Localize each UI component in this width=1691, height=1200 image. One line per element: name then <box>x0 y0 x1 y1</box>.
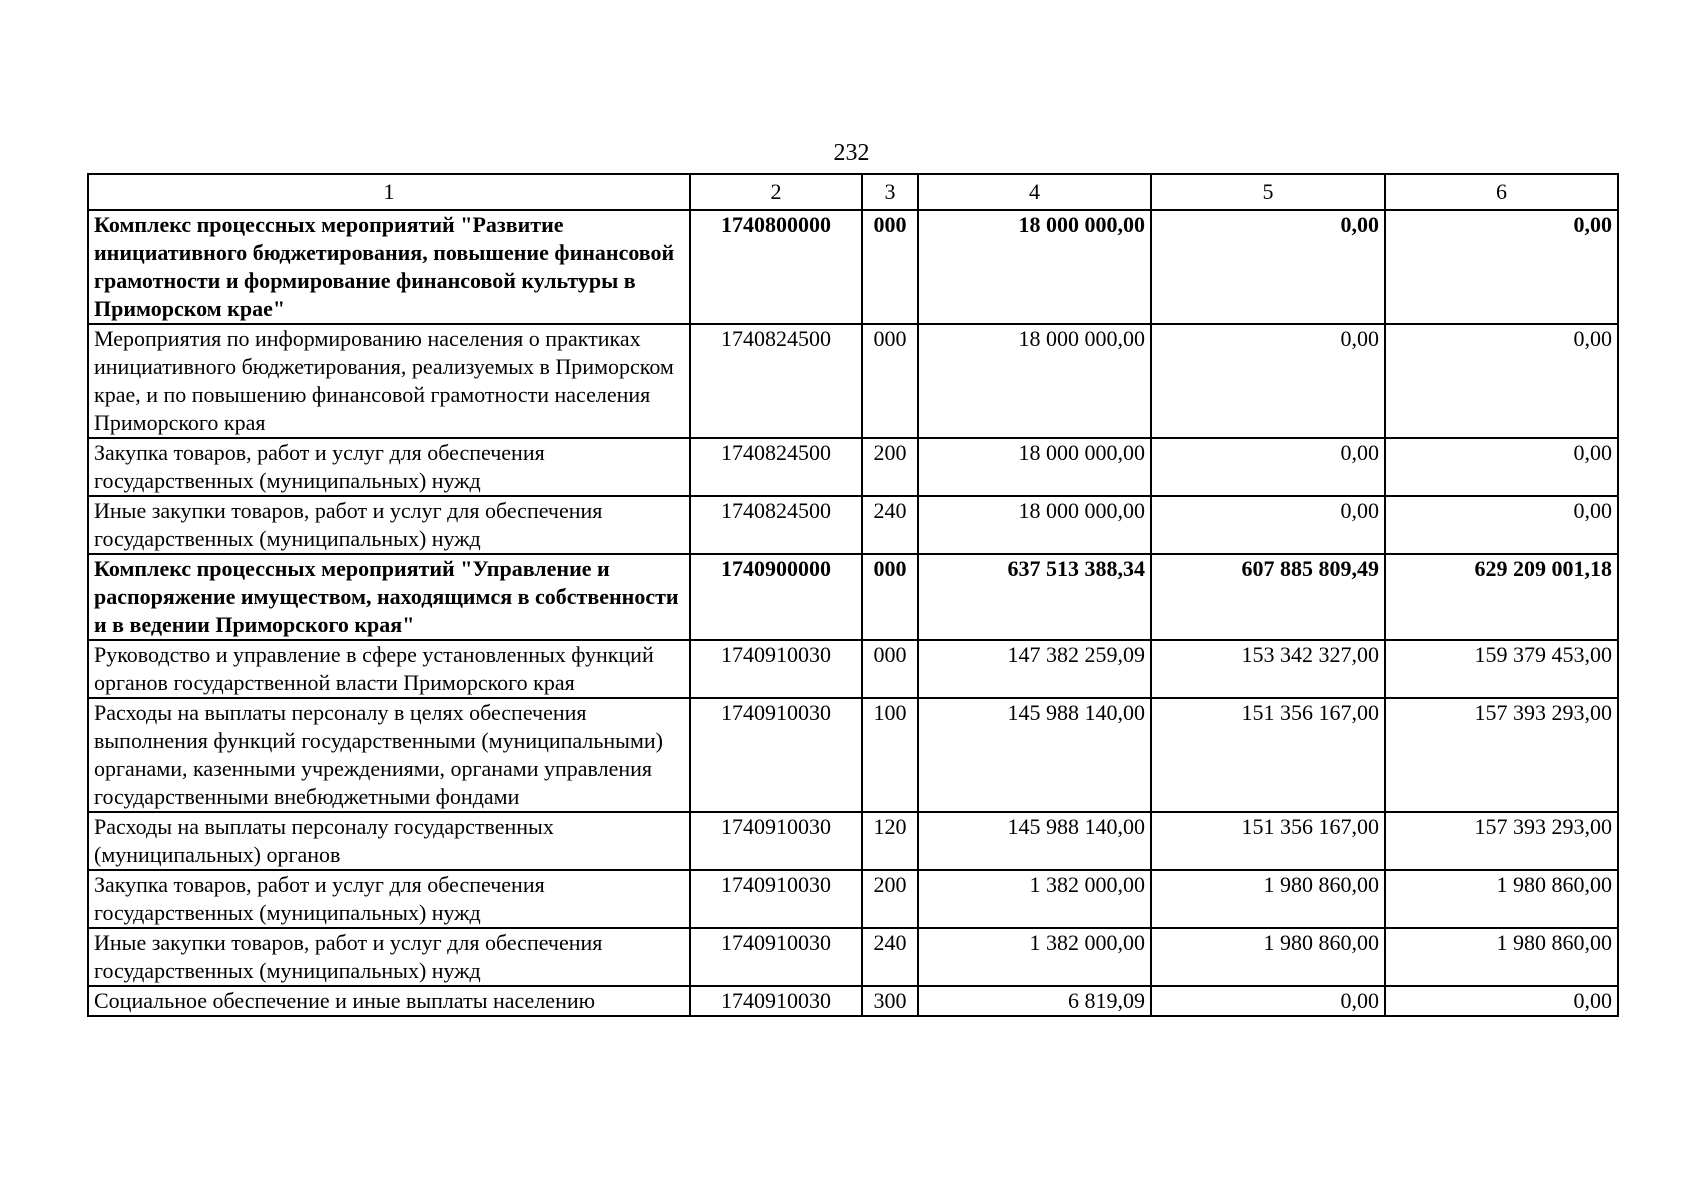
table-row <box>88 438 1618 496</box>
column-header: 3 <box>862 174 918 210</box>
target-article-code: 1740910030 <box>690 698 862 812</box>
target-article-code: 1740800000 <box>690 210 862 324</box>
table-row <box>88 554 1618 640</box>
column-header: 2 <box>690 174 862 210</box>
table-row <box>88 640 1618 698</box>
amount-year-2: 0,00 <box>1151 986 1385 1016</box>
amount-year-3: 0,00 <box>1385 496 1618 554</box>
row-name: Иные закупки товаров, работ и услуг для обеспечения государственных (муниципальных) нужд <box>88 928 690 986</box>
target-article-code: 1740910030 <box>690 986 862 1016</box>
table-row <box>88 698 1618 812</box>
amount-year-1: 145 988 140,00 <box>918 698 1151 812</box>
amount-year-1: 18 000 000,00 <box>918 324 1151 438</box>
target-article-code: 1740900000 <box>690 554 862 640</box>
row-name: Расходы на выплаты персоналу в целях обеспечения выполнения функций государственными (муниципальными) органами, казенными учреждениями, органами управления государственными внебюджетными фондами <box>88 698 690 812</box>
amount-year-3: 1 980 860,00 <box>1385 870 1618 928</box>
amount-year-1: 18 000 000,00 <box>918 496 1151 554</box>
row-name: Комплекс процессных мероприятий "Развитие инициативного бюджетирования, повышение финансовой грамотности и формирование финансовой культуры в Приморском крае" <box>88 210 690 324</box>
row-name: Иные закупки товаров, работ и услуг для обеспечения государственных (муниципальных) нужд <box>88 496 690 554</box>
amount-year-1: 145 988 140,00 <box>918 812 1151 870</box>
amount-year-3: 157 393 293,00 <box>1385 698 1618 812</box>
table-row <box>88 812 1618 870</box>
amount-year-2: 607 885 809,49 <box>1151 554 1385 640</box>
table-row <box>88 986 1618 1016</box>
row-name: Закупка товаров, работ и услуг для обеспечения государственных (муниципальных) нужд <box>88 438 690 496</box>
column-header: 5 <box>1151 174 1385 210</box>
amount-year-3: 0,00 <box>1385 986 1618 1016</box>
amount-year-3: 0,00 <box>1385 324 1618 438</box>
budget-table <box>87 173 1619 1017</box>
expense-type-code: 000 <box>862 554 918 640</box>
amount-year-2: 151 356 167,00 <box>1151 812 1385 870</box>
row-name: Социальное обеспечение и иные выплаты населению <box>88 986 690 1016</box>
amount-year-2: 0,00 <box>1151 438 1385 496</box>
target-article-code: 1740910030 <box>690 928 862 986</box>
expense-type-code: 200 <box>862 438 918 496</box>
expense-type-code: 300 <box>862 986 918 1016</box>
expense-type-code: 000 <box>862 210 918 324</box>
row-name: Расходы на выплаты персоналу государственных (муниципальных) органов <box>88 812 690 870</box>
expense-type-code: 240 <box>862 496 918 554</box>
amount-year-2: 1 980 860,00 <box>1151 870 1385 928</box>
page-number: 232 <box>833 140 870 166</box>
table-row <box>88 324 1618 438</box>
table-row <box>88 870 1618 928</box>
expense-type-code: 240 <box>862 928 918 986</box>
amount-year-3: 157 393 293,00 <box>1385 812 1618 870</box>
table-body <box>88 210 1618 1016</box>
amount-year-3: 1 980 860,00 <box>1385 928 1618 986</box>
column-header: 4 <box>918 174 1151 210</box>
target-article-code: 1740824500 <box>690 496 862 554</box>
row-name: Мероприятия по информированию населения о практиках инициативного бюджетирования, реализуемых в Приморском крае, и по повышению финансовой грамотности населения Приморского края <box>88 324 690 438</box>
amount-year-2: 0,00 <box>1151 324 1385 438</box>
target-article-code: 1740910030 <box>690 640 862 698</box>
expense-type-code: 100 <box>862 698 918 812</box>
amount-year-1: 18 000 000,00 <box>918 210 1151 324</box>
expense-type-code: 000 <box>862 640 918 698</box>
amount-year-2: 0,00 <box>1151 496 1385 554</box>
expense-type-code: 000 <box>862 324 918 438</box>
amount-year-1: 18 000 000,00 <box>918 438 1151 496</box>
table-header-row <box>88 174 1618 210</box>
amount-year-1: 6 819,09 <box>918 986 1151 1016</box>
amount-year-1: 147 382 259,09 <box>918 640 1151 698</box>
amount-year-3: 0,00 <box>1385 210 1618 324</box>
row-name: Закупка товаров, работ и услуг для обеспечения государственных (муниципальных) нужд <box>88 870 690 928</box>
row-name: Руководство и управление в сфере установленных функций органов государственной власти Приморского края <box>88 640 690 698</box>
row-name: Комплекс процессных мероприятий "Управление и распоряжение имуществом, находящимся в собственности и в ведении Приморского края" <box>88 554 690 640</box>
target-article-code: 1740910030 <box>690 870 862 928</box>
amount-year-3: 629 209 001,18 <box>1385 554 1618 640</box>
amount-year-1: 1 382 000,00 <box>918 928 1151 986</box>
expense-type-code: 120 <box>862 812 918 870</box>
column-header: 6 <box>1385 174 1618 210</box>
column-header: 1 <box>88 174 690 210</box>
table-row <box>88 928 1618 986</box>
expense-type-code: 200 <box>862 870 918 928</box>
amount-year-1: 637 513 388,34 <box>918 554 1151 640</box>
amount-year-1: 1 382 000,00 <box>918 870 1151 928</box>
amount-year-3: 0,00 <box>1385 438 1618 496</box>
amount-year-2: 1 980 860,00 <box>1151 928 1385 986</box>
amount-year-2: 153 342 327,00 <box>1151 640 1385 698</box>
amount-year-2: 0,00 <box>1151 210 1385 324</box>
target-article-code: 1740910030 <box>690 812 862 870</box>
amount-year-2: 151 356 167,00 <box>1151 698 1385 812</box>
table-row <box>88 210 1618 324</box>
table-row <box>88 496 1618 554</box>
amount-year-3: 159 379 453,00 <box>1385 640 1618 698</box>
target-article-code: 1740824500 <box>690 324 862 438</box>
target-article-code: 1740824500 <box>690 438 862 496</box>
